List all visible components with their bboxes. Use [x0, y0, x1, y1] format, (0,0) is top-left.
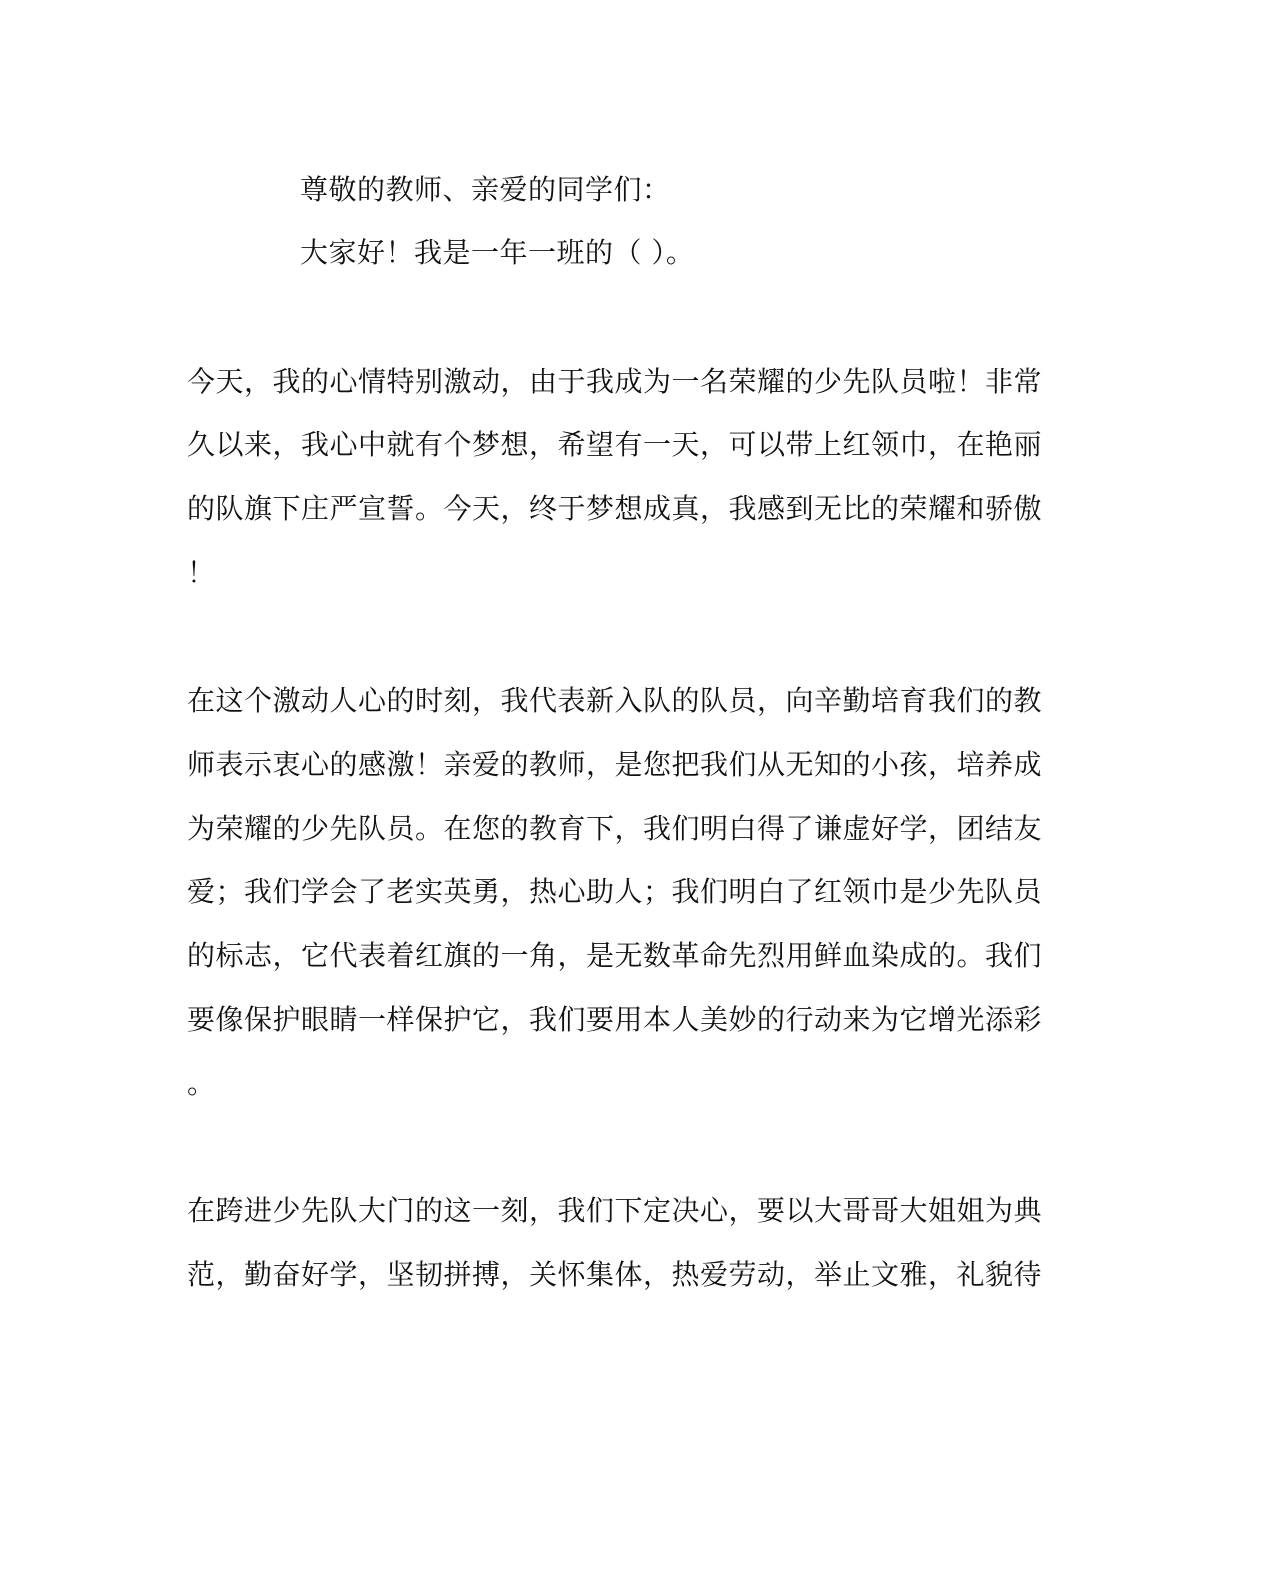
paragraph-line: 为荣耀的少先队员。在您的教育下，我们明白得了谦虚好学，团结友 — [187, 812, 1043, 845]
intro-line: 大家好！我是一年一班的（ ）。 — [300, 236, 695, 269]
paragraph-line: 范，勤奋好学，坚韧拼搏，关怀集体，热爱劳动，举止文雅，礼貌待 — [187, 1258, 1043, 1291]
paragraph-line: 爱；我们学会了老实英勇，热心助人；我们明白了红领巾是少先队员 — [187, 875, 1043, 908]
paragraph-line: 的标志，它代表着红旗的一角，是无数革命先烈用鲜血染成的。我们 — [187, 939, 1043, 972]
paragraph-line: 今天，我的心情特别激动，由于我成为一名荣耀的少先队员啦！非常 — [187, 365, 1043, 398]
paragraph-line: 师表示衷心的感激！亲爱的教师，是您把我们从无知的小孩，培养成 — [187, 748, 1043, 781]
paragraph-line: 的队旗下庄严宣誓。今天，终于梦想成真，我感到无比的荣耀和骄傲 — [187, 492, 1043, 525]
paragraph-line: 要像保护眼睛一样保护它，我们要用本人美妙的行动来为它增光添彩 — [187, 1003, 1043, 1036]
paragraph-line: 。 — [187, 1067, 216, 1100]
paragraph-line: 在跨进少先队大门的这一刻，我们下定决心，要以大哥哥大姐姐为典 — [187, 1194, 1043, 1227]
paragraph-line: 在这个激动人心的时刻，我代表新入队的队员，向辛勤培育我们的教 — [187, 684, 1043, 717]
paragraph-line: 久以来，我心中就有个梦想，希望有一天，可以带上红领巾，在艳丽 — [187, 428, 1043, 461]
paragraph-line: ！ — [187, 556, 216, 589]
greeting-line: 尊敬的教师、亲爱的同学们： — [300, 173, 671, 206]
